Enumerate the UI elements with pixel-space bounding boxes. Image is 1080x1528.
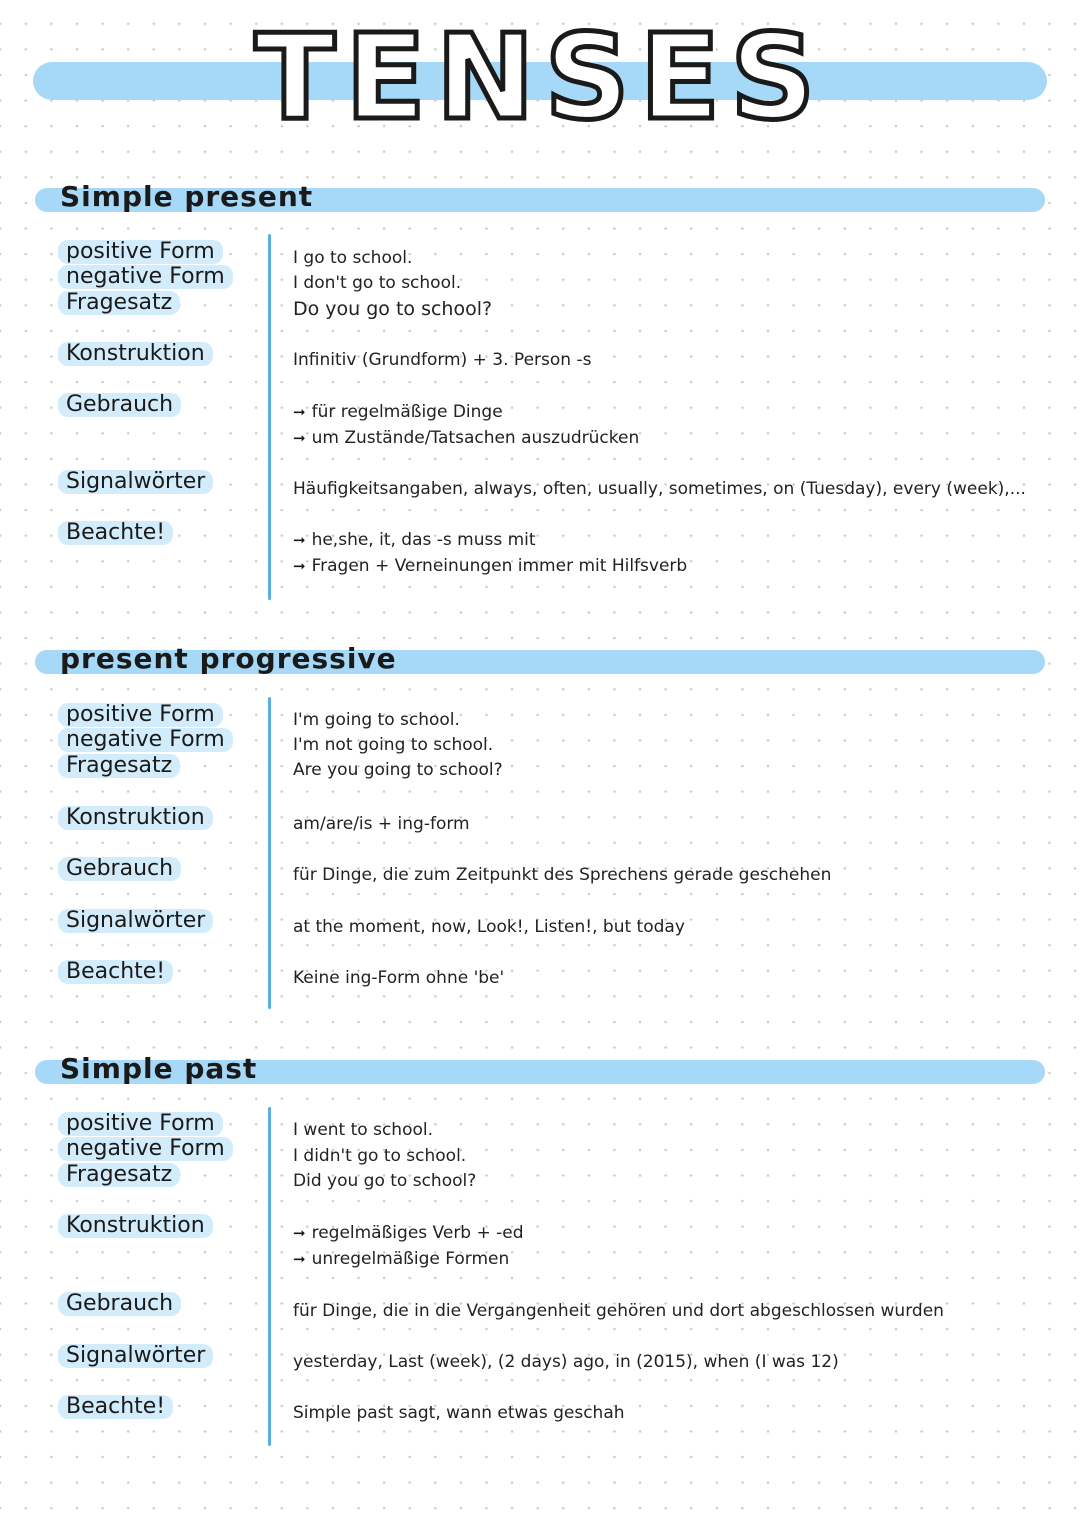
arrow-icon: ➞	[293, 557, 306, 575]
label-gebrauch: Gebrauch	[58, 1292, 181, 1316]
beachte-text: Simple past sagt, wann etwas geschah	[293, 1403, 625, 1423]
section-heading: Simple past	[60, 1052, 258, 1085]
positive-example: I went to school.	[293, 1120, 434, 1140]
konstruktion-text: Infinitiv (Grundform) + 3. Person -s	[293, 350, 592, 370]
beachte-item: ➞ he,she, it, das -s muss mit	[293, 530, 536, 550]
page-title: TENSES	[254, 8, 826, 146]
gebrauch-item: ➞ für regelmäßige Dinge	[293, 402, 503, 422]
label-konstruktion: Konstruktion	[58, 342, 213, 366]
gebrauch-text: für Dinge, die zum Zeitpunkt des Sprechens gerade geschehen	[293, 865, 832, 885]
section-divider	[268, 697, 271, 1009]
label-fragesatz: Fragesatz	[58, 291, 180, 315]
label-beachte: Beachte!	[58, 960, 173, 984]
konstruktion-item: ➞ unregelmäßige Formen	[293, 1249, 510, 1269]
label-konstruktion: Konstruktion	[58, 806, 213, 830]
arrow-icon: ➞	[293, 429, 306, 447]
label-fragesatz: Fragesatz	[58, 1163, 180, 1187]
label-positive-form: positive Form	[58, 240, 223, 264]
section-heading: present progressive	[60, 642, 397, 675]
positive-example: I'm going to school.	[293, 710, 460, 730]
label-positive-form: positive Form	[58, 1112, 223, 1136]
label-konstruktion: Konstruktion	[58, 1214, 213, 1238]
label-beachte: Beachte!	[58, 521, 173, 545]
konstruktion-text: am/are/is + ing-form	[293, 814, 470, 834]
gebrauch-text: für Dinge, die in die Vergangenheit gehören und dort abgeschlossen wurden	[293, 1301, 944, 1321]
signalwoerter-text: Häufigkeitsangaben, always, often, usually, sometimes, on (Tuesday), every (week),...	[293, 479, 1026, 499]
arrow-icon: ➞	[293, 1250, 306, 1268]
positive-example: I go to school.	[293, 248, 413, 268]
label-beachte: Beachte!	[58, 1395, 173, 1419]
label-signalwoerter: Signalwörter	[58, 909, 213, 933]
signalwoerter-text: yesterday, Last (week), (2 days) ago, in (2015), when (I was 12)	[293, 1352, 839, 1372]
label-negative-form: negative Form	[58, 1137, 233, 1161]
negative-example: I'm not going to school.	[293, 735, 494, 755]
arrow-icon: ➞	[293, 1224, 306, 1242]
title-banner	[0, 0, 1080, 160]
arrow-icon: ➞	[293, 531, 306, 549]
gebrauch-item: ➞ um Zustände/Tatsachen auszudrücken	[293, 428, 640, 448]
negative-example: I don't go to school.	[293, 273, 462, 293]
label-gebrauch: Gebrauch	[58, 393, 181, 417]
signalwoerter-text: at the moment, now, Look!, Listen!, but today	[293, 917, 685, 937]
question-example: Do you go to school?	[293, 298, 493, 320]
label-fragesatz: Fragesatz	[58, 754, 180, 778]
negative-example: I didn't go to school.	[293, 1146, 467, 1166]
section-divider	[268, 234, 271, 600]
label-gebrauch: Gebrauch	[58, 857, 181, 881]
konstruktion-item: ➞ regelmäßiges Verb + -ed	[293, 1223, 524, 1243]
question-example: Are you going to school?	[293, 760, 503, 780]
question-example: Did you go to school?	[293, 1171, 477, 1191]
beachte-item: ➞ Fragen + Verneinungen immer mit Hilfsverb	[293, 556, 688, 576]
label-signalwoerter: Signalwörter	[58, 470, 213, 494]
label-negative-form: negative Form	[58, 728, 233, 752]
label-positive-form: positive Form	[58, 703, 223, 727]
beachte-text: Keine ing-Form ohne 'be'	[293, 968, 505, 988]
label-negative-form: negative Form	[58, 265, 233, 289]
section-divider	[268, 1107, 271, 1446]
section-heading: Simple present	[60, 180, 314, 213]
label-signalwoerter: Signalwörter	[58, 1344, 213, 1368]
arrow-icon: ➞	[293, 403, 306, 421]
